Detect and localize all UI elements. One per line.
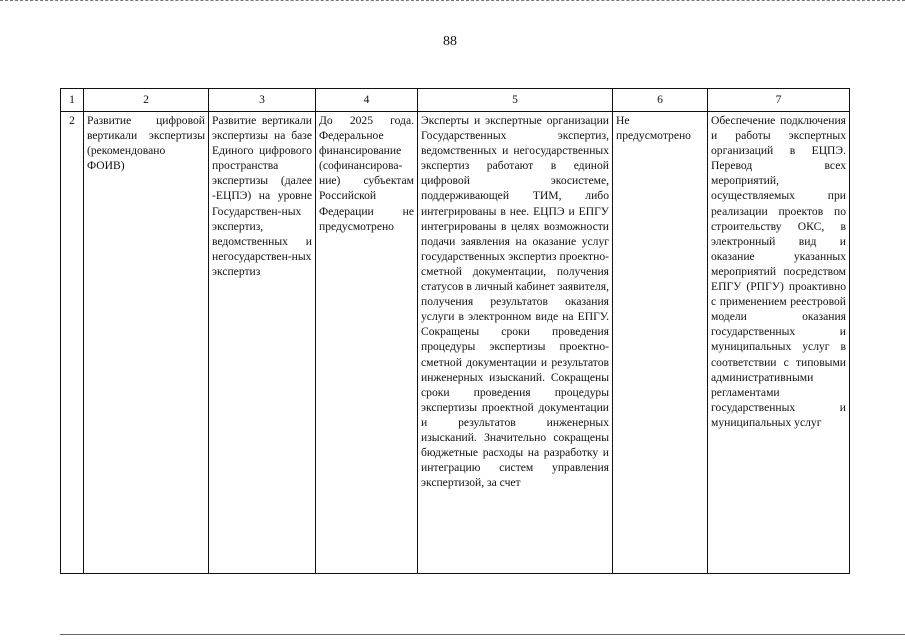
cell-name: Развитие цифровой вертикали экспертизы (рекомендовано ФОИВ) [84, 112, 209, 574]
cell-financing: Не предусмотрено [613, 112, 708, 574]
scan-edge-top [0, 0, 905, 3]
column-header: 6 [613, 89, 708, 112]
column-header: 3 [209, 89, 316, 112]
scan-edge-bottom [60, 634, 905, 636]
table-header-row [61, 89, 850, 112]
cell-deadline: До 2025 года. Федеральное финансирование (софинансирова-ние) субъектам Российской Федерации не предусмотрено [316, 112, 418, 574]
page-number: 88 [443, 34, 457, 49]
column-header: 1 [61, 89, 84, 112]
column-header: 7 [708, 89, 850, 112]
table-row [61, 112, 850, 574]
row-number: 2 [61, 112, 84, 574]
column-header: 2 [84, 89, 209, 112]
cell-goal: Развитие вертикали экспертизы на базе Единого цифрового пространства экспертизы (далее -ЕЦПЭ) на уровне Государствен-ных экспертиз, ведомственных и негосударствен-ных экспертиз [209, 112, 316, 574]
cell-result: Эксперты и экспертные организации Государственных экспертиз, ведомственных и негосударственных экспертиз работают в единой цифровой экосистеме, поддерживающей ТИМ, либо интегрированы в нее. ЕЦПЭ и ЕПГУ интегрированы в целях возможности подачи заявления на оказание услуг государственных экспертиз проектно-сметной документации, получения статусов в личный кабинет заявителя, получения результатов оказания услуги в электронном виде на ЕПГУ. Сокращены сроки проведения процедуры экспертизы проектно-сметной документации и результатов инженерных изысканий. Сокращены сроки проведения процедуры экспертизы проектной документации и результатов инженерных изысканий. Значительно сокращены бюджетные расходы на разработку и интеграцию систем управления экспертизой, за счет [418, 112, 613, 574]
column-header: 4 [316, 89, 418, 112]
column-header: 5 [418, 89, 613, 112]
measures-table [60, 88, 850, 574]
cell-measures: Обеспечение подключения и работы экспертных организаций в ЕЦПЭ. Перевод всех мероприятий, осуществляемых при реализации проектов по строительству ОКС, в электронный вид и оказание указанных мероприятий посредством ЕПГУ (РПГУ) проактивно с применением реестровой модели оказания государственных и муниципальных услуг в соответствии с типовыми административными регламентами государственных и муниципальных услуг [708, 112, 850, 574]
